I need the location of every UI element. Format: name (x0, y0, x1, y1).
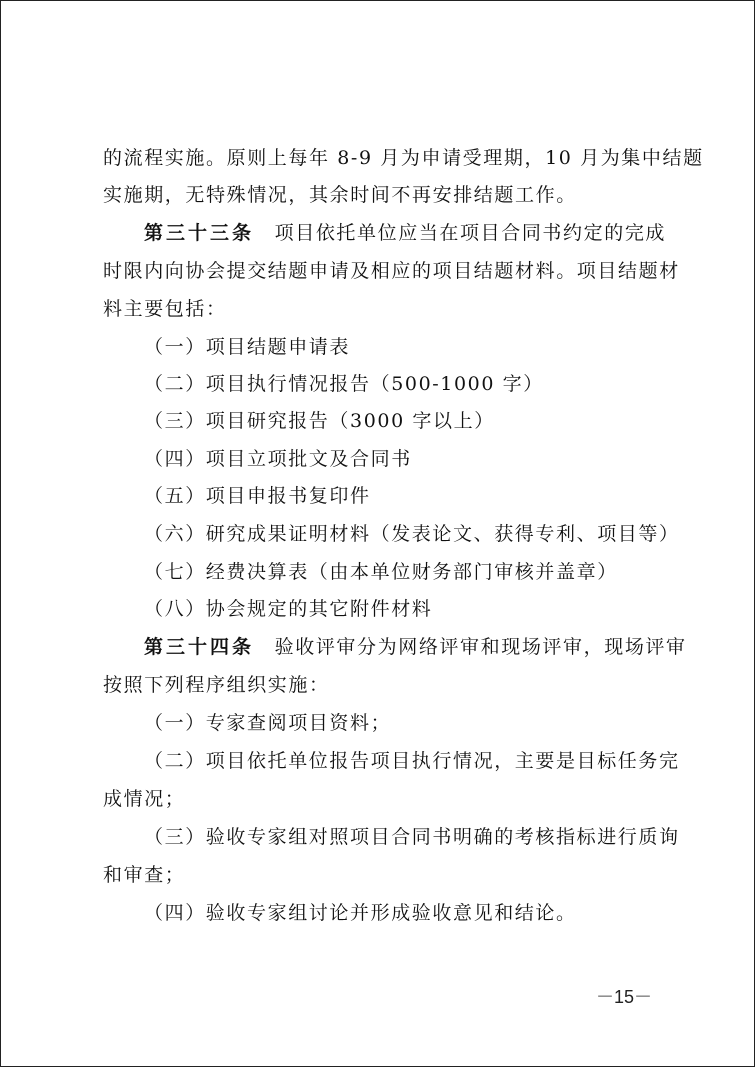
list-item (144, 710, 391, 736)
line-text: （四）项目立项批文及合同书 (144, 448, 412, 470)
list-item (144, 483, 371, 509)
line-text: 实施期，无特殊情况，其余时间不再安排结题工作。 (103, 184, 577, 206)
list-item (144, 408, 495, 434)
line-text: 按照下列程序组织实施： (103, 674, 330, 696)
list-item (144, 371, 544, 397)
list-item (144, 748, 680, 774)
line-text: 和审查； (103, 864, 186, 886)
line-text: （三）项目研究报告（3000 字以上） (144, 410, 495, 432)
line-text: （五）项目申报书复印件 (144, 485, 371, 507)
text-line (103, 182, 577, 208)
line-text: （一）专家查阅项目资料； (144, 712, 392, 734)
line-text: （七）经费决算表（由本单位财务部门审核并盖章） (144, 561, 618, 583)
article-number: 第三十三条 (144, 222, 255, 244)
list-item (144, 521, 680, 547)
line-text: 成情况； (103, 788, 186, 810)
line-text: （八）协会规定的其它附件材料 (144, 598, 433, 620)
list-item (144, 334, 350, 360)
text-line (103, 145, 704, 171)
article-34-heading (144, 634, 687, 660)
article-number: 第三十四条 (144, 636, 255, 658)
line-text: （二）项目依托单位报告项目执行情况，主要是目标任务完 (144, 750, 680, 772)
list-item (144, 559, 618, 585)
line-text: 项目依托单位应当在项目合同书约定的完成 (254, 222, 667, 244)
list-item (144, 900, 577, 926)
text-line (103, 786, 185, 812)
list-item (144, 446, 412, 472)
text-line (103, 296, 227, 322)
line-text: （六）研究成果证明材料（发表论文、获得专利、项目等） (144, 523, 680, 545)
text-line (103, 862, 185, 888)
line-text: 验收评审分为网络评审和现场评审，现场评审 (254, 636, 687, 658)
article-33-heading (144, 220, 666, 246)
line-text: （一）项目结题申请表 (144, 336, 351, 358)
line-text: 的流程实施。原则上每年 8-9 月为申请受理期，10 月为集中结题 (103, 147, 704, 169)
line-text: （三）验收专家组对照项目合同书明确的考核指标进行质询 (144, 826, 680, 848)
line-text: 时限内向协会提交结题申请及相应的项目结题材料。项目结题材 (103, 260, 680, 282)
list-item (144, 596, 432, 622)
page-number: －15－ (596, 987, 653, 1007)
line-text: （四）验收专家组讨论并形成验收意见和结论。 (144, 902, 577, 924)
text-line (103, 258, 680, 284)
line-text: 料主要包括： (103, 298, 227, 320)
text-line (103, 672, 330, 698)
list-item (144, 824, 680, 850)
line-text: （二）项目执行情况报告（500-1000 字） (144, 373, 544, 395)
